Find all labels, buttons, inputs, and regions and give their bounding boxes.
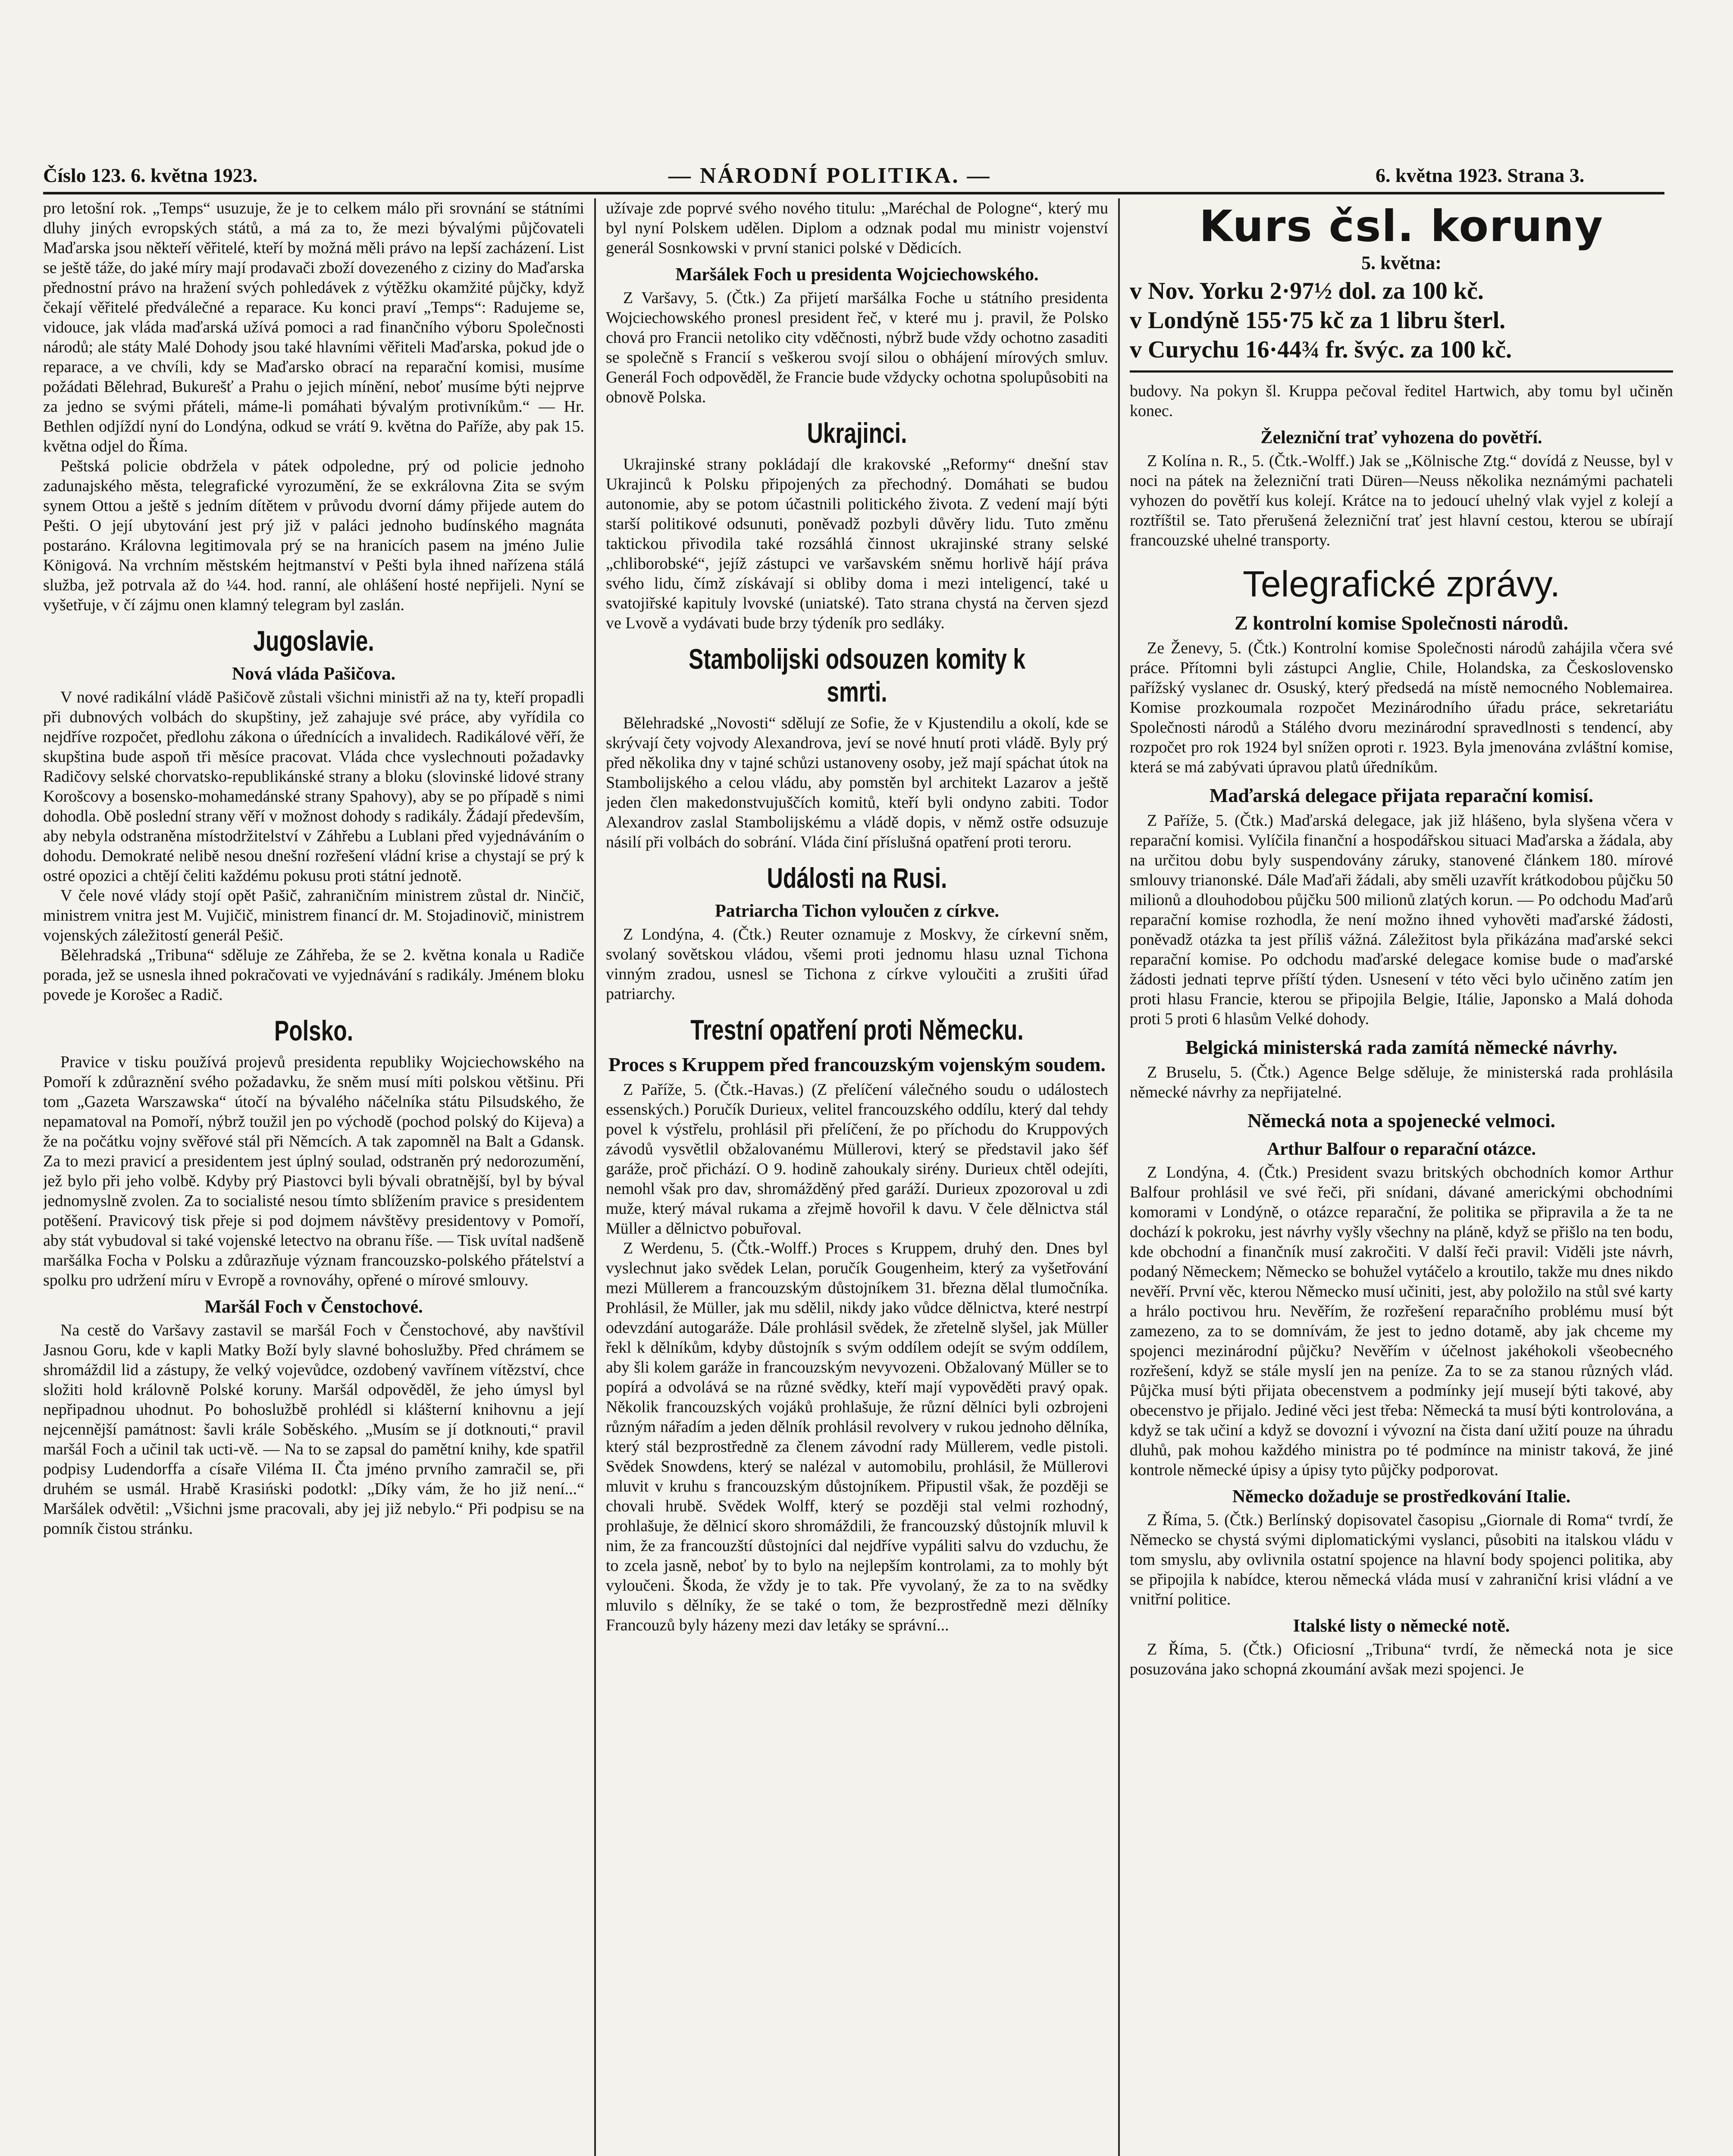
newspaper-title: — NÁRODNÍ POLITIKA. —: [668, 163, 991, 188]
exchange-rate-date: 5. května:: [1361, 252, 1442, 273]
paragraph: Z Říma, 5. (Čtk.) Oficiosní „Tribuna“ tvrdí, že německá nota je sice posuzována jako schopná zkoumání avšak mezi spojenci. Je: [1130, 1640, 1673, 1678]
paragraph: Z Bruselu, 5. (Čtk.) Agence Belge sděluje, že ministerská rada prohlásila německé návrhy za nepřijatelné.: [1130, 1063, 1673, 1101]
paragraph: Z Varšavy, 5. (Čtk.) Za přijetí maršálka Foche u státního presidenta Wojciechowského pronesl president řeč, v které mu j. pravil, že Polsko chová pro Francii netoliko city vděčnosti, nýbrž bude vždy ochotno zasaditi se společně s Francií s veškerou svojí silou o obhájení mírových smluv. Generál Foch odpověděl, že Francie bude vždycky ochotna spolupůsobiti na obnově Polska.: [606, 289, 1108, 406]
exchange-rate-london: v Londýně 155·75 kč za 1 libru šterl.: [1130, 307, 1506, 334]
paragraph: užívaje zde poprvé svého nového titulu: „Maréchal de Pologne“, který mu byl nyní Polskem udělen. Diplom a odznak podal mu ministr vojenství generál Sosnkowski v první stanici polské v Dědicích.: [606, 199, 1108, 257]
article-heading: Proces s Kruppem před francouzským vojenským soudem.: [608, 1053, 1106, 1075]
paragraph: Z Paříže, 5. (Čtk.) Maďarská delegace, jak již hlášeno, byla slyšena včera v reparační komisi. Vylíčila finanční a hospodářskou situaci Maďarska a žádala, aby na určitou dobu byly suspendovány záruky, stanovené článkem 180. mírové smlouvy trianonské. Dále Maďaři žádali, aby směli uzavřít krátkodobou půjčku 50 milionů a dlouhodobou půjčku 500 milionů zlatých korun. — Po odchodu Maďarů reparační komise rozhodla, že není možno ihned vyhověti maďarské žádosti, poněvadž otázka ta jest příliš vážná. Záležitost byla přikázána maďarské sekci reparační komise. Po odchodu maďarské delegace komise bude o maďarské žádosti jednati teprve příští týden. Usnesení v této věci bylo učiněno zatím jen proti hlasu Francie, kterou se připojila Belgie, Itálie, Japonsko a Malá dohoda proti 5 proti 6 hlasům Velké dohody.: [1130, 812, 1673, 1028]
section-heading: Ukrajinci.: [807, 417, 907, 449]
article-heading: Italské listy o německé notě.: [1293, 1616, 1510, 1636]
article-heading: Nová vláda Pašičova.: [232, 664, 396, 684]
article-heading: Železniční trať vyhozena do povětří.: [1260, 428, 1542, 448]
paragraph: Na cestě do Varšavy zastavil se maršál Foch v Čenstochové, aby navštívil Jasnou Goru, kde v kapli Matky Boží byly slavné bohoslužby. Před chrámem se shromáždil lid a zástupy, že velký vojevůdce, ozdobený vavřínem vítězství, chce složiti hold královně Polské koruny. Maršál odpověděl, že jeho úmysl byl nepřipadnou uhodnut. Po bohoslužbě prohlédl si klášterní knihovnu a její nejcennější památnost: šavli krále Soběského. „Musím se jí dotknouti,“ pravil maršál Foch a učinil tak ucti-vě. — Na to se zapsal do pamětní knihy, kde spatřil podpisy Ludendorffa a císaře Viléma II. Čta jméno prvního zamračil se, při druhém se usmál. Hrabě Krasiński podotkl: „Díky vám, že ho již není...“ Maršálek odvětil: „Všichni jsme pracovali, aby jej již nebylo.“ Při podpisu se na pomník čistou stránku.: [43, 1321, 584, 1538]
paragraph: Z Londýna, 4. (Čtk.) Reuter oznamuje z Moskvy, že církevní sněm, svolaný sovětskou vládou, všemi proti jednomu hlasu uznal Tichona vinným zradou, usnesl se Tichona z církve vyloučiti a zrušiti úřad patriarchy.: [606, 925, 1108, 1003]
paragraph: Z Kolína n. R., 5. (Čtk.-Wolff.) Jak se „Kölnische Ztg.“ dovídá z Neusse, byl v noci na pátek na železniční trati Düren—Neuss několika neznámými pachateli vyhozen do povětří kus kolejí. Krátce na to jedoucí uhelný vlak vyjel z kolejí a roztříštil se. Tato přerušená železniční trať jest hlavní cestou, kterou se ubírají francouzské uhelné transporty.: [1130, 452, 1673, 549]
exchange-rate-zurich: v Curychu 16·44¾ fr. švýc. za 100 kč.: [1130, 336, 1512, 363]
paragraph: V nové radikální vládě Pašičově zůstali všichni ministři až na ty, kteří propadli při dubnových volbách do skupštiny, jež zahajuje své práce, aby vyřídila co nejdříve rozpočet, předlohu zákona o úřednících a invalidech. Radikálové věří, že skupština bude aspoň tři měsíce pracovat. Vláda chce vyslechnouti požadavky Radičovy selské chorvatsko-republikánské strany a bloku (slovinské lidové strany Korošcovy a bosensko-mohamedánské strany Spahovy), aby se po případě s nimi dohodla. Obě poslední strany věří v možnost dohody s radikály. Žádají především, aby nebyla odstraněna místodržitelství v Záhřebu a Lublani před vyjednáváním o dohodu. Demokraté nelibě nesou dnešní rozřešení vládní krise a chystají se prý k ostré opozici a chtějí čeliti každému pokusu proti státní jednotě.: [43, 688, 584, 885]
paragraph: Ze Ženevy, 5. (Čtk.) Kontrolní komise Společnosti národů zahájila včera své práce. Přítomni byli zástupci Anglie, Chile, Holandska, za Československo pařížský vyslanec dr. Osuský, který předsedá na místě nemocného Noblemairea. Komise prozkoumala rozpočet Mezinárodního úřadu práce, sekretariátu Společnosti národů a Stálého dvoru mezinárodní spravedlnosti s tendencí, aby rozpočet pro rok 1924 byl snížen oproti r. 1923. Byla jmenována zvláštní komise, která se má zabývati úpravou platů úředníkům.: [1130, 639, 1673, 776]
paragraph: Z Werdenu, 5. (Čtk.-Wolff.) Proces s Kruppem, druhý den. Dnes byl vyslechnut jako svědek Lelan, poručík Gougenheim, který za vyšetřování mezi Müllerem a francouzským důstojníkem 31. března dělal tlumočníka. Prohlásil, že Müller, jak mu sdělil, nikdy jako vůdce dělnictva, které nestrpí odevzdání autogaráže. Dále prohlásil svědek, že zřetelně slyšel, jak Müller řekl k dělníkům, kdyby důstojník s svým oddílem odejít se svým oddílem, aby šli kolem garáže in francouzským nevyvozeni. Obžalovaný Müller se to popírá a odvolává se na různé svědky, kteří mají vypověděti pravý opak. Několik francouzských vojáků prohlašuje, že různí dělníci byli ozbrojeni různým nářadím a jeden dělník prohlásil revolvery v rukou jednoho dělníka, který stál bezprostředně za členem závodní rady Müllerem, vedle pistoli. Svědek Snowdens, který se nalézal v automobilu, prohlásil, že Müllerovi mluvit v kruhu s francouzským důstojníkem. Připustil však, že později se chovali hrubě. Svědek Wolff, který se později stal velmi rozhodný, prohlašuje, že dělnicí skoro shromáždili, že francouzský důstojník mluvil k nim, že za francouzští důstojníci dal nejdříve vypáliti salvu do vzduchu, že to zcela jasně, neboť by to bylo na nejlepším kontrolami, za to mohly být vyloučeni. Škoda, že vždy je to tak. Pře vyvolaný, že za to na svědky mluvilo s dělníky, že se také o tom, že bezprostředně mezi dělníky Francouzů byly házeny mezi dav letáky se správní...: [606, 1239, 1108, 1634]
column-divider-1: [594, 198, 596, 2156]
paragraph: Bělehradské „Novosti“ sdělují ze Sofie, že v Kjustendilu a okolí, kde se skrývají čety vojvody Alexandrova, jeví se nové hnutí proti vládě. Byly prý před několika dny v tajné schůzi ustanoveny osoby, jež mají spáchat útok na Stambolijského a celou vládu, aby pomstěn byl architekt Lazarov a ještě jeden člen makedonstvujuščích komitů, kteří byli ondyno zabiti. Todor Alexandrov zaslal Stambolijskému a vládě dopis, v němž ostře odsuzuje násilí při volbách do sobrání. Vláda činí příslušná opatření proti teroru.: [606, 714, 1108, 851]
column-1: [43, 198, 584, 2156]
article-heading: Maďarská delegace přijata reparační komisí.: [1209, 784, 1594, 806]
paragraph: Z Londýna, 4. (Čtk.) President svazu britských obchodních komor Arthur Balfour prohlásil ve své řeči, při snídani, dávané americkými obchodními komorami v Londýně, o otázce reparační, že politika se připravila a že ta ne dochází k pokroku, jest návrhy vyšly všechny na pláně, když se přišlo na ten bodu, kde obchodní a finančník musí zakročiti. V další řeči pravil: Viděli jste návrh, podaný Německem; Německo se bohužel vytáčelo a kroutilo, takže mu dnes nikdo nevěří. První věc, kterou Německo musí učiniti, jest, aby položilo na stůl své karty a hrálo poctivou hru. Nevěřím, že rozřešení reparačního problému musí být zamezeno, za to se domnívám, že jest to jedno dotamě, aby jak chceme my spojenci mezinárodní půjčku? Nevěřím v účelnost jakéhokoli všeobecného rozřešení, když se stále myslí jen na peníze. Za to se za stanou různých vlád. Půjčka musí býti přijata obecenstvem a podmínky její musejí býti takové, aby obecenstvo je přijalo. Jediné věci jest třeba: Německá ta musí býti kontrolována, a když se tak učiní a když se dovozní i vývozní na čista daní užití pouze na úhradu dluhů, pak mohou každého ministra po té podmínce na ministr taková, že jiné kontrole německé úpisy a úpisy tyto půjčky podporovat.: [1130, 1163, 1673, 1479]
article-heading: Maršálek Foch u presidenta Wojciechowského.: [675, 265, 1039, 285]
section-heading: Polsko.: [274, 1015, 354, 1047]
paragraph: V čele nové vlády stojí opět Pašič, zahraničním ministrem zůstal dr. Ninčič, ministrem vnitra jest M. Vujičič, ministrem financí dr. M. Stojadinovič, ministrem vojenských záležitostí generál Pešič.: [43, 887, 584, 944]
exchange-rate-rule: [1130, 370, 1673, 373]
header-rule: [43, 192, 1664, 194]
paragraph: Z Paříže, 5. (Čtk.-Havas.) (Z přelíčení válečného soudu o událostech essenských.) Poručík Durieux, velitel francouzského oddílu, který dal tehdy povel k výstřelu, prohlásil při přelíčení, že po příchodu do Kruppových závodů vysvětlil obžalovanému Müllerovi, který se představil jako šéf garáže, proč přichází. O 9. hodině zahoukaly sirény. Durieux chtěl odejíti, nemohl však pro dav, shromážděný před garáží. Durieux zpozoroval u zdi muže, který mával rukama a zřejmě hovořil k davu. V čele dělnictva stál Müller a dělnictvo pobuřoval.: [606, 1081, 1108, 1238]
section-heading: Události na Rusi.: [767, 862, 947, 894]
exchange-rate-newyork: v Nov. Yorku 2·97½ dol. za 100 kč.: [1130, 278, 1484, 304]
article-heading: Německá nota a spojenecké velmoci.: [1247, 1109, 1556, 1131]
section-heading: Trestní opatření proti Německu.: [690, 1014, 1024, 1046]
column-2: [606, 198, 1108, 2156]
paragraph: Peštská policie obdržela v pátek odpoledne, prý od policie jednoho zadunajského města, telegrafické vyrozumění, že se exkrálovna Zita se svým synem Ottou a ještě s jedním dítětem v průvodu dvorní dámy přijede autem do Pešti. O její ubytování jest prý již v paláci jednoho budínského magnáta postaráno. Královna legitimovala prý se na hranicích pasem na jméno Julie Königová. Na vrchním městském hejtmanství v Pešti byla ihned nařízena stálá služba, jež potrvala až do ¼4. hod. ranní, ale ohlášení hosté nepřijeli. Nyní se vyšetřuje, v čí zájmu onen klamný telegram byl zaslán.: [43, 457, 584, 614]
page-number: 6. května 1923. Strana 3.: [1376, 164, 1585, 186]
paragraph: Bělehradská „Tribuna“ sděluje ze Záhřeba, že se 2. května konala u Radiče porada, jež se usnesla ihned pokračovati ve vyjednávání s radikály. Jménem bloku povede je Korošec a Radič.: [43, 946, 584, 1004]
exchange-rate-title: Kurs čsl. koruny: [1199, 201, 1604, 251]
paragraph: Z Říma, 5. (Čtk.) Berlínský dopisovatel časopisu „Giornale di Roma“ tvrdí, že Německo se chystá svými diplomatickými vyslanci, působiti na italskou vládu v tom smyslu, aby ovlivnila ostatní spojence na hlavní body spojenci politika, aby se připojila k nabídce, kterou německá vláda musí v zahraniční krisi vládní a ve vnitřní politice.: [1130, 1511, 1673, 1608]
section-heading: Telegrafické zprávy.: [1242, 564, 1561, 604]
issue-number: Číslo 123. 6. května 1923.: [43, 164, 258, 186]
article-subheading: Arthur Balfour o reparační otázce.: [1266, 1139, 1536, 1159]
paragraph: Ukrajinské strany pokládají dle krakovské „Reformy“ dnešní stav Ukrajinců k Polsku připojených za přechodný. Domáhati se budou autonomie, aby se potom účastnili politického života. Z vedení mají býti starší politikové odsunuti, poněvadž pozbyli důvěry lidu. Tuto změnu taktickou přivodila také rozsáhlá činnost ukrajinské strany selské „chliborobské“, jejíž zástupci ve varšavském sněmu horlivě hájí práva svého lidu, čímž získávají si obliby doma i mezi inteligencí, také u svatojiřské kapituly lvovské (uniatské). Tato strana chystá na červen sjezd ve Lvově a vydávati bude brzy týdeník pro sedláky.: [606, 455, 1108, 632]
article-heading: Belgická ministerská rada zamítá německé návrhy.: [1185, 1036, 1617, 1058]
article-heading: Německo dožaduje se prostředkování Italie.: [1232, 1487, 1571, 1507]
article-heading: Maršál Foch v Čenstochové.: [204, 1297, 423, 1317]
article-heading: Patriarcha Tichon vyloučen z církve.: [715, 901, 1000, 921]
column-3: [1130, 198, 1673, 2156]
paragraph: budovy. Na pokyn šl. Kruppa pečoval ředitel Hartwich, aby tomu byl učiněn konec.: [1130, 382, 1673, 420]
paragraph: Pravice v tisku používá projevů presidenta republiky Wojciechowského na Pomoří k zdůraznění svého požadavku, že sněm musí míti polskou většinu. Při tom „Gazeta Warszawska“ útočí na bývalého náčelníka státu Pilsudského, že nepamatoval na Pomoří, nýbrž toužil jen po východě (pochod polský do Kijeva) a že na počátku vojny svěřové stál při Němcích. A tak zapomněl na Balt a Gdansk. Za to mezi pravicí a presidentem jest úplný soulad, odstraněn prý nedorozumění, jež bylo při jeho volbě. Kdyby prý Piastovci byli bývali obratnější, byl by býval jednomyslně zvolen. Za to socialisté nesou tímto sblížením pravice s presidentem potěšení. Pravicový tisk přeje si pod dojmem návštěvy presidentovy v Pomoří, aby stát vybudoval si také vojenské letectvo na obranu říše. — Tisk uvítal nadšeně maršálka Focha v Polsku a zdůrazňuje význam francouzsko-polského přátelství a spolku pro udržení míru v Evropě a rovnováhy, opřené o mírové smlouvy.: [43, 1053, 584, 1289]
article-heading: Z kontrolní komise Společnosti národů.: [1234, 612, 1569, 634]
paragraph: pro letošní rok. „Temps“ usuzuje, že je to celkem málo při srovnání se státními dluhy jiných evropských států, a má za to, že mezi bývalými půjčovateli Maďarska jsou někteří věřitelé, kteří by možná měli právo na lepší zacházení. List se ještě táže, do jaké míry mají prodavači zboží dovezeného z ciziny do Maďarska přednostní právo na hražení svých pohledávek z výtěžku okamžité půjčky, když čekají věřitelé předválečné a reparace. Ku konci praví „Temps“: Radujeme se, vidouce, jak vláda maďarská užívá pomoci a rad finančního výboru Společnosti národů; ale státy Malé Dohody jsou také hlavními věřiteli Maďarska, pokud jde o reparace, a ve chvíli, kdy se Maďarsko obrací na reparační komisi, musíme požádati Bělehrad, Bukurešť a Prahu o jejich mínění, neboť musíme býti nejprve za jedno se svými přáteli, máme-li pomáhati bývalým protivníkům.“ — Hr. Bethlen odjíždí nyní do Londýna, odkud se vrátí 9. května do Paříže, aby pak 15. května odjel do Říma.: [43, 199, 584, 455]
section-heading: Jugoslavie.: [253, 625, 374, 657]
section-heading: Stambolijski odsouzen komity k smrti.: [689, 643, 1025, 708]
column-divider-2: [1118, 198, 1120, 2156]
